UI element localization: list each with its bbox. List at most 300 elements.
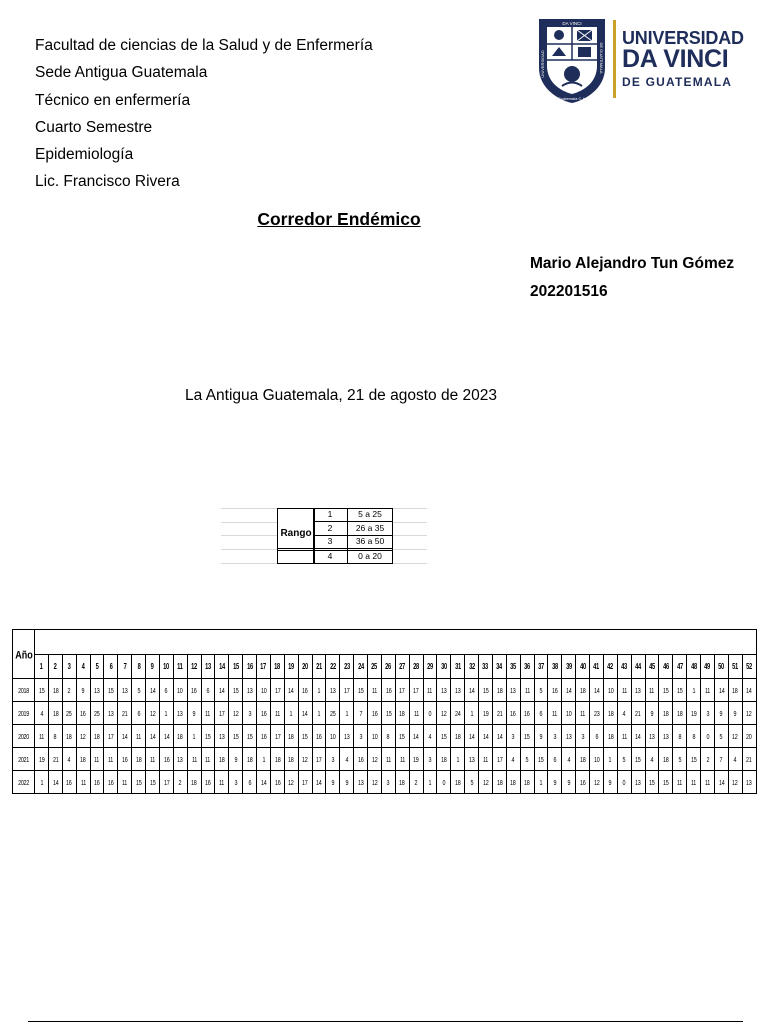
case-count-cell: [506, 771, 520, 794]
rango-legend: [221, 508, 427, 564]
week-header-cell: [76, 655, 90, 679]
week-number: 40: [579, 662, 586, 671]
case-count: 16: [163, 754, 170, 764]
case-count-cell: [270, 725, 284, 748]
case-count-cell: [298, 771, 312, 794]
case-count: 12: [371, 754, 378, 764]
case-count: 4: [40, 708, 43, 718]
case-count-cell: [35, 702, 49, 725]
case-count: 1: [608, 754, 612, 764]
case-count: 16: [510, 708, 516, 718]
case-count: 18: [191, 777, 197, 787]
document-title: Corredor Endémico: [257, 209, 421, 229]
author-name: Mario Alejandro Tun Gómez: [530, 255, 735, 272]
case-count: 14: [496, 731, 503, 741]
case-count-cell: [104, 679, 118, 702]
week-number: 35: [510, 662, 517, 671]
case-count: 1: [539, 777, 543, 787]
case-count: 11: [524, 685, 530, 695]
case-count: 11: [399, 754, 405, 764]
case-count-cell: [562, 748, 576, 771]
case-count-cell: [76, 748, 90, 771]
case-count-cell: [437, 771, 451, 794]
case-count-cell: [631, 771, 645, 794]
case-count: 9: [553, 777, 557, 787]
case-count: 13: [635, 777, 641, 787]
case-count: 6: [539, 708, 543, 718]
case-count-cell: [395, 679, 409, 702]
case-count-cell: [701, 771, 715, 794]
case-count: 15: [663, 685, 669, 695]
case-count-cell: [590, 679, 604, 702]
week-number: 15: [232, 662, 239, 671]
week-header-cell: [243, 655, 257, 679]
case-count: 11: [385, 754, 391, 764]
week-header-cell: [201, 655, 215, 679]
case-count: 21: [746, 754, 752, 764]
case-count-cell: [118, 679, 132, 702]
case-count: 14: [718, 685, 725, 695]
week-header-cell: [381, 655, 395, 679]
case-count: 11: [108, 754, 114, 764]
case-count-cell: [298, 702, 312, 725]
case-count-cell: [742, 748, 756, 771]
case-count: 17: [163, 777, 170, 787]
case-count: 9: [719, 708, 723, 718]
case-count: 11: [621, 685, 627, 695]
case-count: 15: [441, 731, 447, 741]
shield-left-text: UNIVERSIDAD: [540, 50, 545, 78]
case-count-cell: [603, 702, 617, 725]
case-count-cell: [312, 725, 326, 748]
case-count-cell: [645, 771, 659, 794]
case-count-cell: [215, 748, 229, 771]
case-count-cell: [215, 679, 229, 702]
rango-range: 36 a 50: [355, 536, 385, 546]
rango-label: Rango: [280, 528, 312, 539]
week-number: 44: [635, 662, 641, 671]
case-count-cell: [506, 748, 520, 771]
case-count: 9: [81, 685, 85, 695]
case-count-cell: [340, 679, 354, 702]
week-number: 17: [260, 662, 267, 671]
case-count-cell: [617, 725, 631, 748]
week-header-cell: [118, 655, 132, 679]
case-count-cell: [520, 702, 534, 725]
case-count: 10: [607, 685, 614, 695]
case-count: 18: [441, 754, 447, 764]
week-header-cell: [326, 655, 340, 679]
case-count: 18: [399, 708, 405, 718]
case-count: 1: [428, 777, 432, 787]
dateline: La Antigua Guatemala, 21 de agosto de 2023: [185, 387, 497, 404]
case-count: 1: [456, 754, 460, 764]
case-count: 10: [565, 708, 572, 718]
case-count-cell: [229, 679, 243, 702]
case-count-cell: [104, 702, 118, 725]
case-count-cell: [326, 725, 340, 748]
rango-num: 3: [327, 536, 333, 546]
case-count-cell: [76, 702, 90, 725]
case-count: 3: [386, 777, 390, 787]
case-count-cell: [187, 679, 201, 702]
case-count-cell: [673, 725, 687, 748]
case-count-cell: [340, 748, 354, 771]
case-count-cell: [728, 748, 742, 771]
case-count: 13: [746, 777, 752, 787]
case-count: 9: [608, 777, 612, 787]
case-count-cell: [354, 679, 368, 702]
week-header-cell: [534, 655, 548, 679]
case-count: 5: [137, 685, 140, 695]
case-count-cell: [673, 679, 687, 702]
case-count-cell: [631, 725, 645, 748]
case-count-cell: [284, 771, 298, 794]
case-count-cell: [701, 725, 715, 748]
case-count: 10: [260, 685, 267, 695]
case-count: 16: [524, 708, 530, 718]
case-count-cell: [159, 725, 173, 748]
case-count: 16: [94, 777, 100, 787]
case-count-cell: [381, 725, 395, 748]
year-value: 2022: [18, 777, 29, 787]
case-count: 16: [371, 708, 378, 718]
case-count-cell: [354, 725, 368, 748]
case-count-cell: [492, 702, 506, 725]
case-count: 16: [579, 777, 586, 787]
case-count-cell: [215, 725, 229, 748]
week-number: 23: [343, 662, 350, 671]
case-count: 2: [178, 777, 182, 787]
table-row: [13, 748, 757, 771]
case-count-cell: [298, 748, 312, 771]
case-count-cell: [728, 702, 742, 725]
week-number: 46: [662, 662, 669, 671]
case-count: 8: [53, 731, 57, 741]
week-number: 14: [218, 662, 225, 671]
week-header-cell: [548, 655, 562, 679]
week-header-cell: [562, 655, 576, 679]
week-number: 28: [413, 662, 419, 671]
case-count-cell: [257, 748, 271, 771]
case-count: 14: [718, 777, 725, 787]
week-header-cell: [520, 655, 534, 679]
case-count: 11: [621, 731, 627, 741]
case-count-cell: [35, 771, 49, 794]
case-count: 11: [427, 685, 433, 695]
case-count-cell: [701, 679, 715, 702]
case-count-cell: [146, 748, 160, 771]
week-header-cell: [146, 655, 160, 679]
case-count-cell: [173, 679, 187, 702]
case-count-cell: [631, 748, 645, 771]
case-count: 3: [581, 731, 584, 741]
case-count-cell: [687, 702, 701, 725]
case-count-cell: [368, 771, 382, 794]
case-count-cell: [409, 702, 423, 725]
case-count: 16: [121, 754, 128, 764]
week-number: 39: [565, 662, 572, 671]
case-count-cell: [215, 771, 229, 794]
week-number: 25: [371, 662, 378, 671]
case-count-cell: [395, 748, 409, 771]
case-count: 14: [482, 731, 489, 741]
case-count-cell: [257, 771, 271, 794]
case-count: 11: [704, 777, 710, 787]
case-count: 14: [316, 777, 322, 787]
case-count: 0: [428, 708, 432, 718]
week-header-cell: [298, 655, 312, 679]
case-count-cell: [257, 679, 271, 702]
case-count: 11: [691, 777, 697, 787]
semester-line: Cuarto Semestre: [35, 118, 153, 136]
case-count: 16: [552, 685, 558, 695]
week-header-cell: [617, 655, 631, 679]
case-count: 18: [663, 708, 669, 718]
table-row: [13, 702, 757, 725]
case-count: 12: [482, 777, 489, 787]
case-count-cell: [506, 679, 520, 702]
week-number: 16: [246, 662, 253, 671]
logo-davinci-text: DA VINCI: [622, 45, 729, 73]
case-count-cell: [409, 771, 423, 794]
case-count: 18: [288, 754, 294, 764]
case-count-cell: [492, 725, 506, 748]
case-count: 11: [413, 708, 419, 718]
rango-range: 26 a 35: [355, 523, 385, 533]
case-count: 4: [733, 754, 737, 764]
case-count: 15: [205, 731, 211, 741]
case-count-cell: [48, 725, 62, 748]
week-number: 12: [191, 662, 197, 671]
case-count-cell: [340, 702, 354, 725]
case-count: 1: [692, 685, 695, 695]
case-count-cell: [35, 679, 49, 702]
case-count: 11: [274, 708, 280, 718]
case-count: 17: [343, 685, 350, 695]
case-count: 11: [205, 754, 211, 764]
week-header-cell: [48, 655, 62, 679]
case-count: 24: [454, 708, 461, 718]
case-count: 6: [553, 754, 557, 764]
case-count: 16: [260, 731, 267, 741]
week-header-cell: [465, 655, 479, 679]
week-number: 36: [524, 662, 530, 671]
week-header-cell: [701, 655, 715, 679]
case-count-cell: [437, 679, 451, 702]
case-count-cell: [326, 679, 340, 702]
case-count: 4: [650, 754, 654, 764]
week-number: 11: [177, 662, 183, 671]
case-count: 9: [733, 708, 737, 718]
case-count-cell: [603, 771, 617, 794]
year-cell: [13, 748, 35, 771]
case-count-cell: [534, 702, 548, 725]
case-count-cell: [354, 748, 368, 771]
case-count-cell: [312, 748, 326, 771]
week-header-cell: [104, 655, 118, 679]
case-count: 12: [302, 754, 308, 764]
case-count: 15: [676, 685, 683, 695]
logo-divider: [613, 20, 616, 98]
year-value: 2020: [18, 731, 29, 741]
case-count: 12: [232, 708, 239, 718]
case-count-cell: [284, 702, 298, 725]
case-count: 9: [331, 777, 335, 787]
case-count-cell: [62, 725, 76, 748]
case-count: 4: [345, 754, 349, 764]
case-count: 0: [622, 777, 626, 787]
case-count: 3: [234, 777, 238, 787]
case-count-cell: [395, 702, 409, 725]
case-count-cell: [673, 748, 687, 771]
week-number: 33: [482, 662, 489, 671]
case-count-cell: [270, 771, 284, 794]
case-count: 16: [316, 731, 322, 741]
case-count: 11: [580, 708, 586, 718]
case-count: 18: [496, 685, 503, 695]
case-count-cell: [659, 748, 673, 771]
week-header-cell: [159, 655, 173, 679]
case-count: 12: [371, 777, 378, 787]
case-count-cell: [201, 702, 215, 725]
case-count: 13: [454, 685, 461, 695]
case-count: 6: [595, 731, 598, 741]
case-count: 14: [121, 731, 128, 741]
week-header-cell: [229, 655, 243, 679]
week-header-cell: [187, 655, 201, 679]
week-number: 20: [302, 662, 308, 671]
year-column-header: [13, 630, 35, 679]
case-count-cell: [76, 771, 90, 794]
case-count: 7: [719, 754, 723, 764]
week-number: 45: [649, 662, 655, 671]
case-count-cell: [451, 679, 465, 702]
week-header-cell: [714, 655, 728, 679]
week-header-cell: [368, 655, 382, 679]
case-count: 5: [622, 754, 626, 764]
week-header-cell: [354, 655, 368, 679]
case-count: 5: [678, 754, 682, 764]
case-count-cell: [520, 748, 534, 771]
case-count: 5: [525, 754, 529, 764]
case-count-cell: [48, 771, 62, 794]
case-count: 13: [441, 685, 447, 695]
week-number: 1: [39, 662, 43, 671]
case-count-cell: [243, 771, 257, 794]
shield-bottom-text: Guatemala C.A.: [557, 96, 587, 101]
case-count: 1: [289, 708, 293, 718]
case-count-cell: [742, 771, 756, 794]
case-count-cell: [479, 702, 493, 725]
case-count-cell: [590, 771, 604, 794]
case-count: 1: [40, 777, 43, 787]
case-count: 8: [692, 731, 695, 741]
week-header-cell: [423, 655, 437, 679]
case-count: 15: [232, 731, 239, 741]
case-count: 15: [635, 754, 641, 764]
week-number: 7: [123, 662, 127, 671]
case-count: 10: [330, 731, 336, 741]
case-count-cell: [687, 771, 701, 794]
case-count-cell: [62, 748, 76, 771]
case-count-cell: [381, 702, 395, 725]
case-count: 23: [593, 708, 600, 718]
case-count-cell: [465, 702, 479, 725]
case-count: 15: [482, 685, 489, 695]
rango-num: 4: [327, 551, 333, 561]
case-count: 11: [149, 754, 155, 764]
case-count-cell: [48, 679, 62, 702]
case-count: 17: [274, 731, 281, 741]
case-count-cell: [340, 725, 354, 748]
case-count-cell: [146, 702, 160, 725]
case-count: 13: [343, 731, 350, 741]
case-count: 13: [121, 685, 128, 695]
case-count-cell: [701, 702, 715, 725]
case-count: 13: [108, 708, 114, 718]
week-number: 37: [538, 662, 544, 671]
case-count-cell: [617, 771, 631, 794]
case-count: 15: [135, 777, 142, 787]
case-count: 12: [593, 777, 600, 787]
case-count: 14: [149, 685, 156, 695]
case-count-cell: [104, 725, 118, 748]
case-count: 11: [191, 754, 197, 764]
case-count: 16: [108, 777, 114, 787]
case-count: 14: [468, 685, 475, 695]
case-count-cell: [714, 702, 728, 725]
case-count: 13: [565, 731, 572, 741]
case-count: 18: [274, 754, 281, 764]
case-count: 3: [428, 754, 432, 764]
case-count: 16: [385, 685, 392, 695]
case-count: 12: [149, 708, 156, 718]
week-header-cell: [687, 655, 701, 679]
case-count-cell: [714, 748, 728, 771]
case-count: 9: [234, 754, 238, 764]
case-count-cell: [465, 748, 479, 771]
case-count-cell: [132, 725, 146, 748]
case-count-cell: [742, 679, 756, 702]
case-count-cell: [617, 748, 631, 771]
footer-rule: [28, 1021, 743, 1022]
case-count: 13: [219, 731, 225, 741]
case-count-cell: [562, 771, 576, 794]
week-header-cell: [576, 655, 590, 679]
case-count-cell: [645, 748, 659, 771]
week-header-cell: [742, 655, 756, 679]
case-count-cell: [146, 771, 160, 794]
case-count-cell: [381, 748, 395, 771]
case-count-cell: [603, 679, 617, 702]
case-count-cell: [146, 679, 160, 702]
case-count-cell: [90, 702, 104, 725]
case-count: 14: [260, 777, 267, 787]
case-count-cell: [687, 725, 701, 748]
case-count-cell: [492, 771, 506, 794]
case-count: 17: [219, 708, 225, 718]
week-number: 51: [732, 662, 739, 671]
case-count: 6: [206, 685, 210, 695]
case-count: 5: [539, 685, 543, 695]
case-count-cell: [687, 679, 701, 702]
week-number: 8: [137, 662, 141, 671]
case-count-cell: [728, 771, 742, 794]
case-count-cell: [534, 725, 548, 748]
case-count-cell: [728, 679, 742, 702]
case-count: 1: [192, 731, 196, 741]
